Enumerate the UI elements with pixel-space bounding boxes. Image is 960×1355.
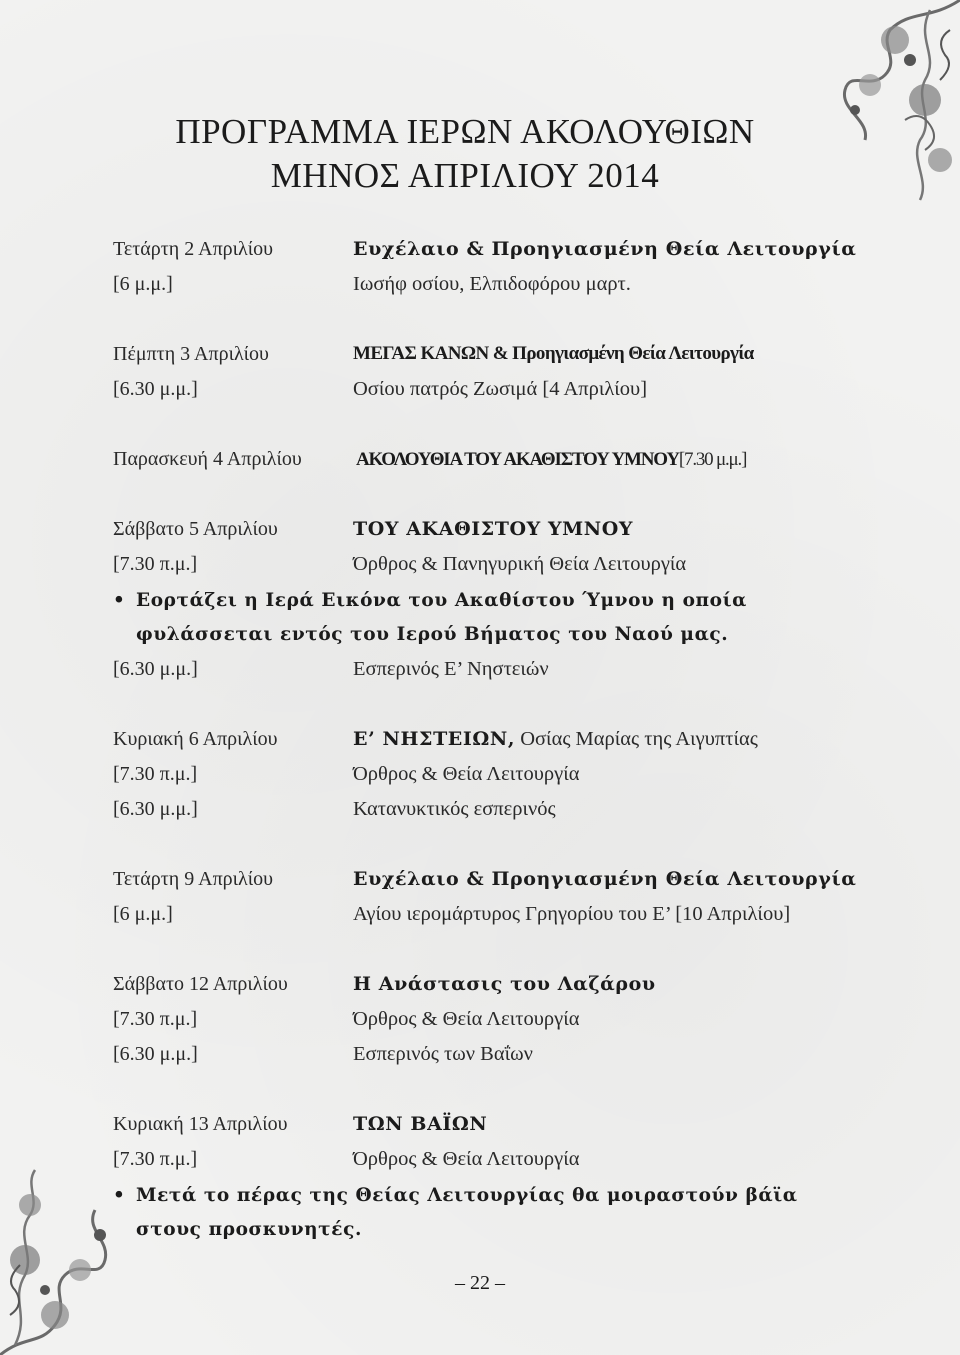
page-title-line-2: ΜΗΝΟΣ ΑΠΡΙΛΙΟΥ 2014 xyxy=(270,156,660,195)
service-title: Ευχέλαιο & Προηγιασμένη Θεία Λειτουργία xyxy=(353,868,857,890)
schedule-row xyxy=(113,1107,873,1141)
service-detail: Οσίας Μαρίας της Αιγυπτίας xyxy=(515,728,758,750)
day-label: Κυριακή 13 Απριλίου xyxy=(113,1113,288,1135)
schedule-row xyxy=(113,547,873,581)
time-label: [7.30 π.μ.] xyxy=(113,1008,198,1030)
service-title: Ε’ ΝΗΣΤΕΙΩΝ, xyxy=(353,728,516,750)
service-title: ΜΕΓΑΣ ΚΑΝΩΝ & Προηγιασμένη Θεία Λειτουργία xyxy=(353,343,754,364)
day-label: Σάββατο 12 Απριλίου xyxy=(113,973,288,995)
note-bullet xyxy=(113,584,833,652)
schedule-row xyxy=(113,337,873,371)
service-title: ΑΚΟΛΟΥΘΙΑ ΤΟΥ ΑΚΑΘΙΣΤΟΥ ΥΜΝΟΥ xyxy=(356,449,679,470)
service-title-group xyxy=(356,442,746,477)
note-line: Εορτάζει η Ιερά Εικόνα του Ακαθίστου Ύμνου η οποία xyxy=(136,590,748,611)
service-detail: Όρθρος & Θεία Λειτουργία xyxy=(353,1148,580,1170)
bullet-icon: • xyxy=(113,1185,126,1206)
service-title: ΤΩΝ ΒΑΪΩΝ xyxy=(353,1113,488,1135)
time-label: [6.30 μ.μ.] xyxy=(113,798,198,820)
service-detail: Όρθρος & Πανηγυρική Θεία Λειτουργία xyxy=(353,553,687,575)
service-detail: Εσπερινός Ε’ Νηστειών xyxy=(353,658,549,680)
schedule-row xyxy=(113,232,873,266)
day-label: Τετάρτη 9 Απριλίου xyxy=(113,868,274,890)
time-label: [6.30 μ.μ.] xyxy=(113,378,198,400)
bullet-icon: • xyxy=(113,590,126,611)
day-label: Τετάρτη 2 Απριλίου xyxy=(113,238,274,260)
schedule-row xyxy=(113,792,873,826)
service-detail: Όρθρος & Θεία Λειτουργία xyxy=(353,763,580,785)
service-detail: Κατανυκτικός εσπερινός xyxy=(353,798,556,820)
time-label: [6 μ.μ.] xyxy=(113,273,173,295)
time-label: [7.30 π.μ.] xyxy=(113,553,198,575)
day-label: Σάββατο 5 Απριλίου xyxy=(113,518,278,540)
schedule-row xyxy=(113,1142,873,1176)
service-time: [7.30 μ.μ.] xyxy=(678,449,747,470)
schedule-row xyxy=(113,512,873,546)
page-number: – 22 – xyxy=(455,1272,505,1294)
schedule-row xyxy=(113,652,873,686)
time-label: [7.30 π.μ.] xyxy=(113,763,198,785)
time-label: [6.30 μ.μ.] xyxy=(113,658,198,680)
service-detail: Ιωσήφ οσίου, Ελπιδοφόρου μαρτ. xyxy=(353,273,631,295)
schedule-row xyxy=(113,267,873,301)
schedule-row xyxy=(113,897,873,931)
schedule-row xyxy=(113,862,873,896)
service-detail: Εσπερινός των Βαΐων xyxy=(353,1043,533,1065)
day-label: Κυριακή 6 Απριλίου xyxy=(113,728,278,750)
service-title: Η Ανάστασις του Λαζάρου xyxy=(353,973,656,995)
note-line: Μετά το πέρας της Θείας Λειτουργίας θα μοιραστούν βάϊα xyxy=(136,1185,798,1206)
service-title-group xyxy=(353,722,758,756)
time-label: [6 μ.μ.] xyxy=(113,903,173,925)
note-line: φυλάσσεται εντός του Ιερού Βήματος του Ναού μας. xyxy=(136,624,729,645)
note-bullet xyxy=(113,1179,833,1247)
time-label: [6.30 μ.μ.] xyxy=(113,1043,198,1065)
page-title-line-1: ΠΡΟΓΡΑΜΜΑ ΙΕΡΩΝ ΑΚΟΛΟΥΘΙΩΝ xyxy=(175,112,755,151)
note-line: στους προσκυνητές. xyxy=(136,1219,362,1240)
schedule-row xyxy=(113,372,873,406)
service-detail: Όρθρος & Θεία Λειτουργία xyxy=(353,1008,580,1030)
service-detail: Αγίου ιερομάρτυρος Γρηγορίου του Ε’ [10 Απριλίου] xyxy=(353,903,791,925)
schedule-row xyxy=(113,1037,873,1071)
time-label: [7.30 π.μ.] xyxy=(113,1148,198,1170)
schedule-row xyxy=(113,442,873,476)
schedule-row xyxy=(113,722,873,756)
service-title: ΤΟΥ ΑΚΑΘΙΣΤΟΥ ΥΜΝΟΥ xyxy=(353,518,634,540)
schedule-row xyxy=(113,967,873,1001)
schedule-row xyxy=(113,1002,873,1036)
service-title: Ευχέλαιο & Προηγιασμένη Θεία Λειτουργία xyxy=(353,238,857,260)
service-detail: Οσίου πατρός Ζωσιμά [4 Απριλίου] xyxy=(353,378,648,400)
day-label: Παρασκευή 4 Απριλίου xyxy=(113,448,302,470)
schedule-row xyxy=(113,757,873,791)
day-label: Πέμπτη 3 Απριλίου xyxy=(113,343,269,365)
